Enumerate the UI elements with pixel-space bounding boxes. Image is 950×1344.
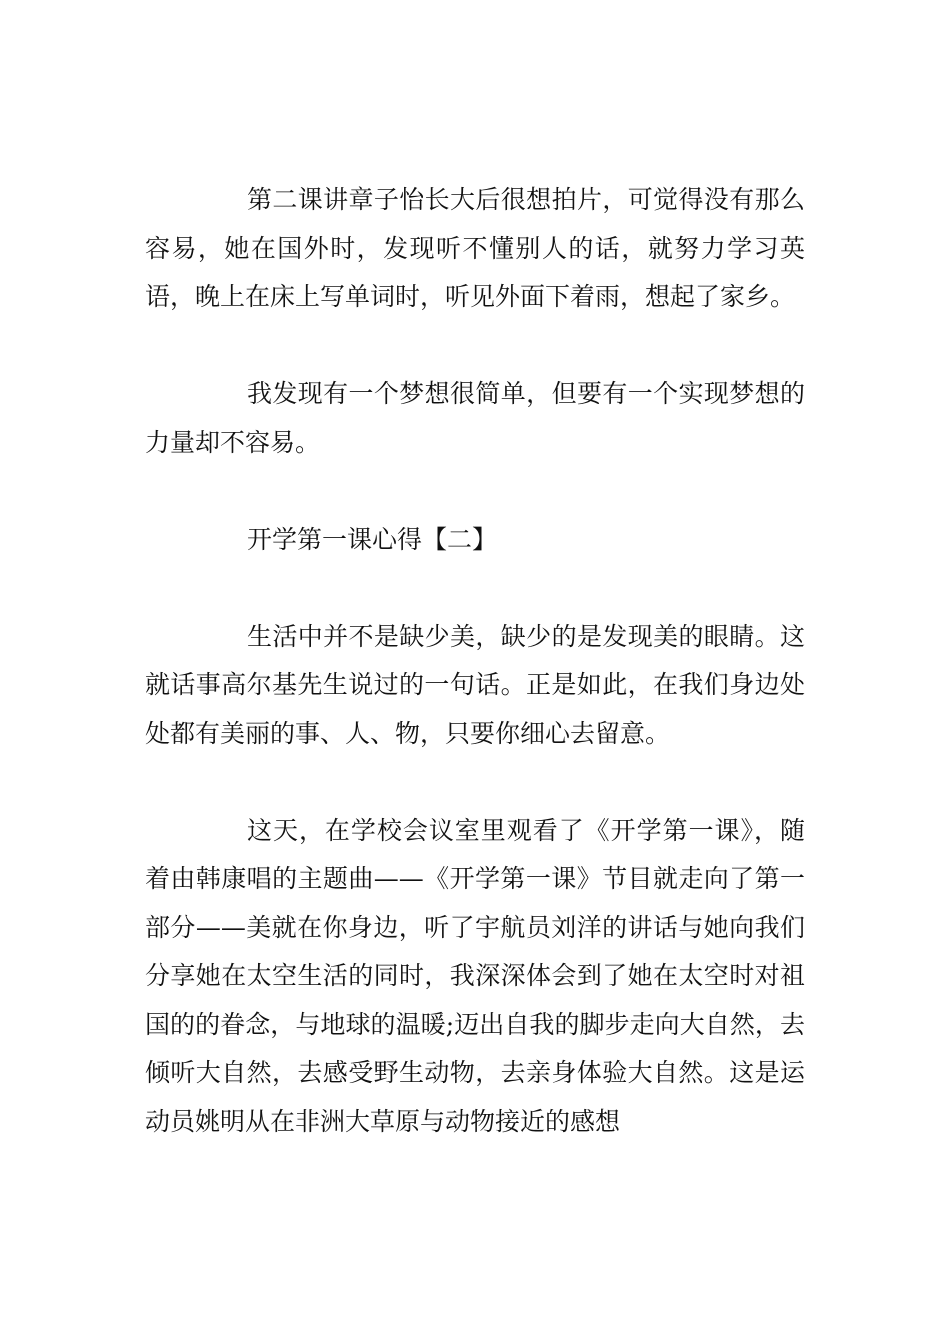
- paragraph-2: 我发现有一个梦想很简单，但要有一个实现梦想的力量却不容易。: [145, 379, 805, 457]
- section-heading: 开学第一课心得【二】: [247, 524, 498, 554]
- document-page: [145, 176, 805, 1195]
- paragraph-1: 第二课讲章子怡长大后很想拍片，可觉得没有那么容易，她在国外时，发现听不懂别人的话，就努力学习英语，晚上在床上写单词时，听见外面下着雨，想起了家乡。: [145, 185, 805, 311]
- paragraph-4: 这天，在学校会议室里观看了《开学第一课》，随着由韩康唱的主题曲——《开学第一课》节目就走向了第一部分——美就在你身边，听了宇航员刘洋的讲话与她向我们分享她在太空生活的同时，我深深体会到了她在太空时对祖国的的眷念，与地球的温暖;迈出自我的脚步走向大自然，去倾听大自然，去感受野生动物，去亲身体验大自然。这是运动员姚明从在非洲大草原与动物接近的感想: [145, 815, 805, 1136]
- paragraph-3: 生活中并不是缺少美，缺少的是发现美的眼睛。这就话事高尔基先生说过的一句话。正是如此，在我们身边处处都有美丽的事、人、物，只要你细心去留意。: [145, 621, 805, 748]
